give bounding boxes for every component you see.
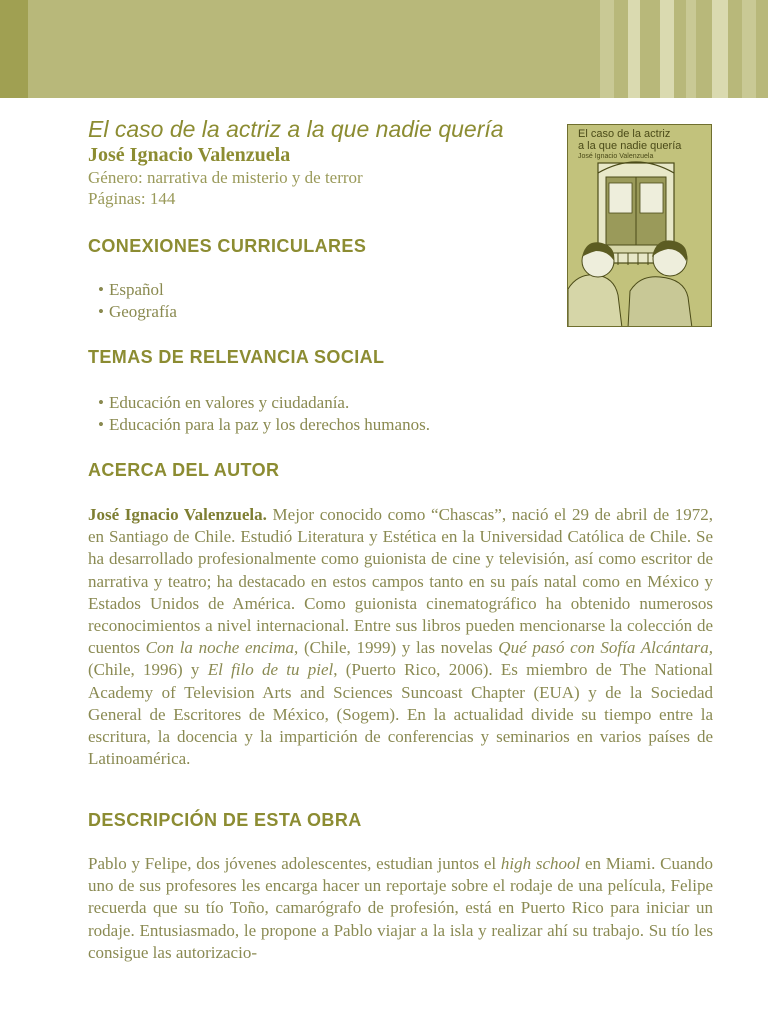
header-stripe: [660, 0, 674, 98]
bio-text: (Chile, 1996) y: [88, 660, 208, 680]
cover-title-line: a la que nadie quería: [578, 140, 682, 152]
header-stripe: [712, 0, 728, 98]
cover-author: José Ignacio Valenzuela: [578, 153, 654, 160]
description-span: Pablo y Felipe, dos jóvenes adolescentes, estudian juntos el: [88, 854, 501, 873]
list-item: • Educación para la paz y los derechos humanos.: [98, 414, 430, 436]
book-pages: Páginas: 144: [88, 189, 176, 208]
section-heading: TEMAS DE RELEVANCIA SOCIAL: [88, 347, 385, 367]
header-stripe: [600, 0, 614, 98]
header-stripe: [628, 0, 640, 98]
bio-text: , (Puerto Rico, 2006). Es miembro de The National Academy of Television Arts and Sciences Suncoast Chapter (EUA) y de la Sociedad General de Escritores de México, (Sogem). En la actualidad divide su tiempo entre la escritura, la docencia y la impartición de conferencias y seminarios en varios países de Latinoamérica.: [88, 660, 713, 769]
header-band: [0, 0, 768, 98]
bio-text: Mejor conocido como “Chascas”, nació el 29 de abril de 1972, en Santiago de Chile. Estudió Literatura y Estética en la Universidad Católica de Chile. Se ha desarrollado profesionalmente como guionista de cine y televisión, así como escritor de narrativa y teatro; ha destacado en estos campos tanto en su país natal como en México y Estados Unidos de América. Como guionista cinematográfico ha obtenido numerosos reconocimientos a nivel internacional. Entre sus libros pueden mencionarse la colección de cuentos: [88, 505, 713, 658]
book-reference: El filo de tu piel: [207, 660, 334, 680]
book-author: José Ignacio Valenzuela: [88, 144, 291, 166]
cover-illustration: [568, 161, 712, 327]
list-item: • Educación en valores y ciudadanía.: [98, 392, 430, 414]
author-bio: [88, 504, 713, 770]
book-reference: Con la noche encima: [145, 638, 295, 658]
social-list: [98, 392, 430, 436]
author-name: José Ignacio Valenzuela.: [88, 505, 267, 524]
header-left-strip: [0, 0, 28, 98]
book-cover: [567, 124, 712, 327]
section-heading: ACERCA DEL AUTOR: [88, 460, 280, 480]
description-text: [88, 853, 713, 964]
description-span: en Miami. Cuando uno de sus profesores les encarga hacer un reportaje sobre el rodaje de una película, Felipe recuerda que su tío Toño, camarógrafo de profesión, está en Puerto Rico para iniciar un rodaje. Entusiasmado, le propone a Pablo viajar a la isla y realizar ahí su trabajo. Su tío les consigue las autorizacio-: [88, 854, 714, 962]
description-emphasis: high school: [500, 854, 581, 873]
bio-text: , (Chile, 1999) y las novelas: [294, 638, 499, 658]
book-reference: Qué pasó con Sofía Alcántara,: [498, 638, 714, 658]
cover-title: [578, 128, 681, 152]
header-stripe: [686, 0, 696, 98]
book-title: El caso de la actriz a la que nadie quería: [88, 116, 504, 142]
section-heading: DESCRIPCIÓN DE ESTA OBRA: [88, 810, 362, 830]
section-heading: CONEXIONES CURRICULARES: [88, 236, 367, 256]
list-item: • Español: [98, 279, 177, 301]
list-item: • Geografía: [98, 301, 177, 323]
curricular-list: [98, 279, 177, 323]
header-stripe: [742, 0, 756, 98]
cover-title-line: El caso de la actriz: [578, 128, 671, 140]
book-genre: Género: narrativa de misterio y de terror: [88, 168, 363, 187]
